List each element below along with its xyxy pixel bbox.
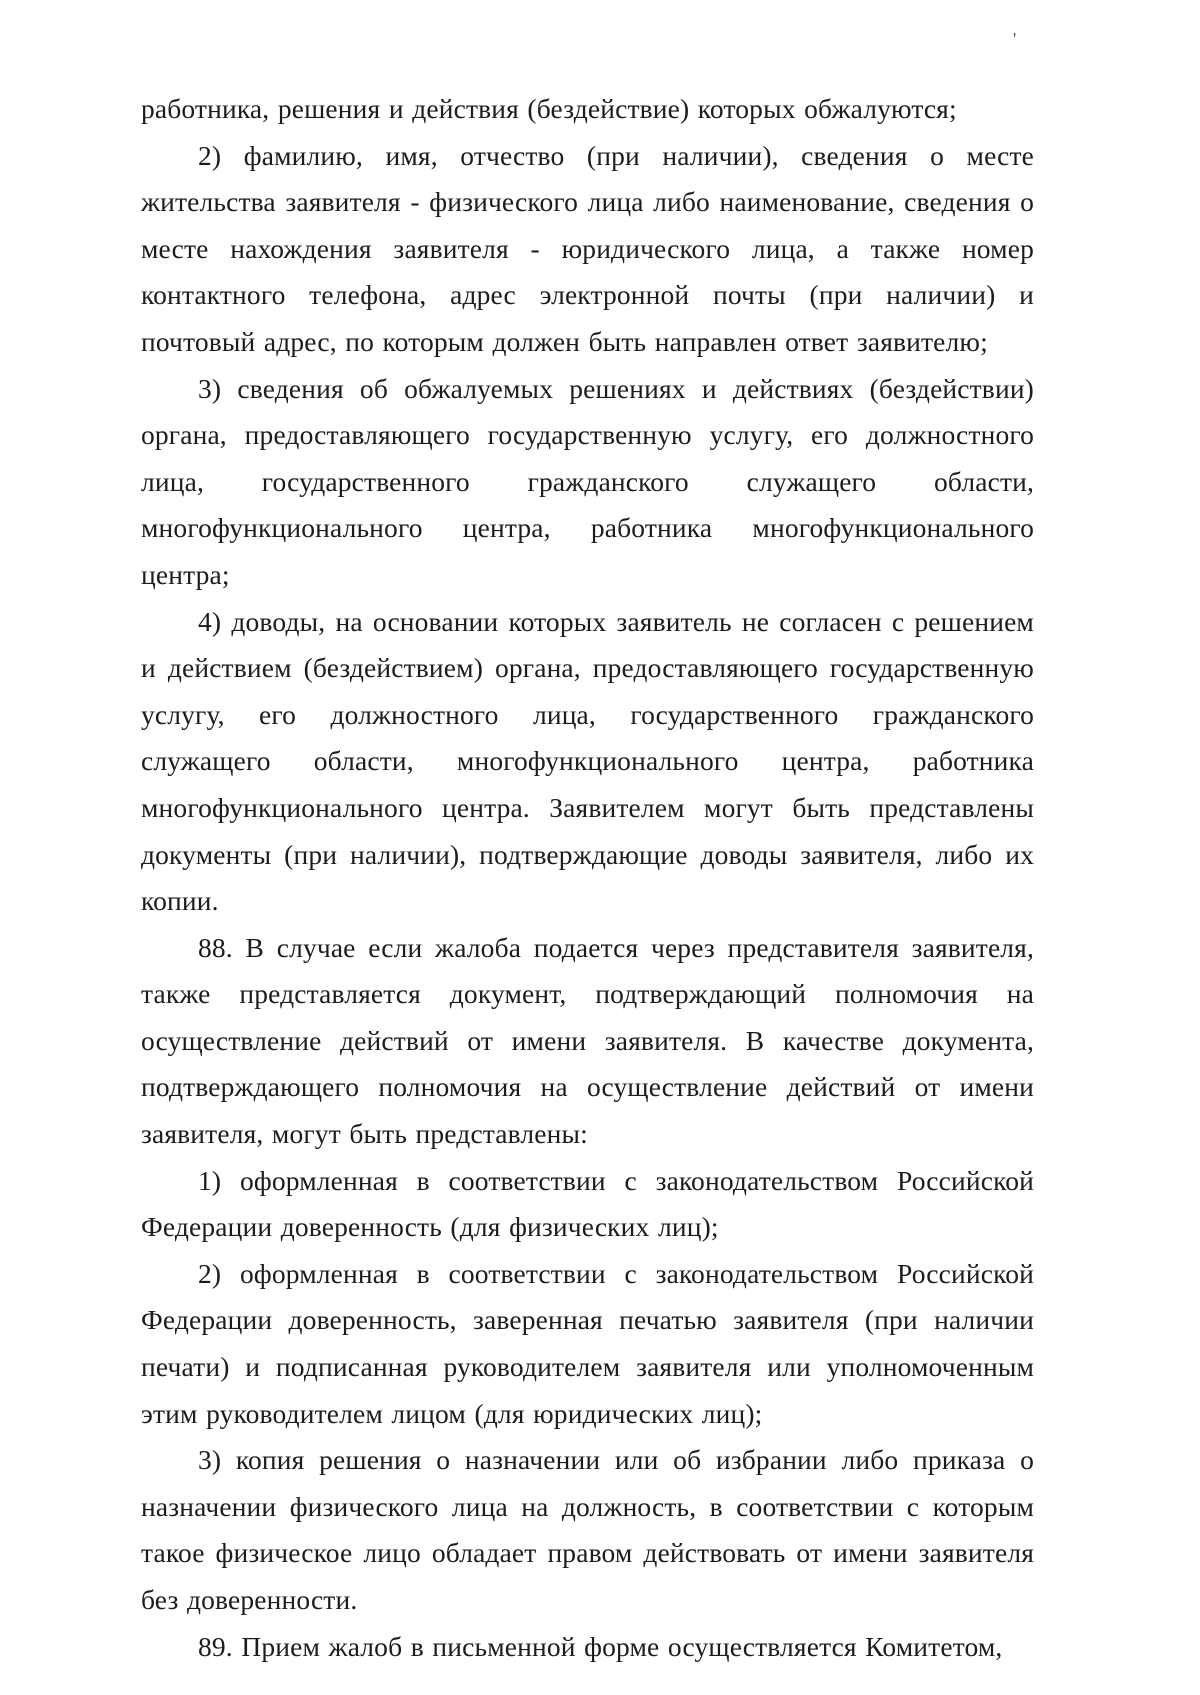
paragraph-item-2: 2) фамилию, имя, отчество (при наличии), сведения о месте жительства заявителя - физического лица либо наименование, сведения о месте нахождения заявителя - юридического лица, а также номер контактного телефона, адрес электронной почты (при наличии) и почтовый адрес, по которым должен быть направлен ответ заявителю; [141, 139, 1034, 357]
paragraph-clause-88: 88. В случае если жалоба подается через представителя заявителя, также представляется документ, подтверждающий полномочия на осуществление действий от имени заявителя. В качестве документа, подтверждающего полномочия на осуществление действий от имени заявителя, могут быть представлены: [141, 931, 1034, 1150]
paragraph-subitem-3: 3) копия решения о назначении или об избрании либо приказа о назначении физического лица на должность, в соответствии с которым такое физическое лицо обладает правом действовать от имени заявителя без доверенности. [141, 1444, 1034, 1615]
text-block [141, 86, 1034, 1670]
paragraph-subitem-1: 1) оформленная в соответствии с законодательством Российской Федерации доверенность (для физических лиц); [141, 1164, 1034, 1243]
paragraph-item-4: 4) доводы, на основании которых заявитель не согласен с решением и действием (бездействием) органа, предоставляющего государственную услугу, его должностного лица, государственного гражданского служащего области, многофункционального центра, работника многофункционального центра. Заявителем могут быть представлены документы (при наличии), подтверждающие доводы заявителя, либо их копии. [141, 605, 1034, 917]
paragraph-continuation: работника, решения и действия (бездействие) которых обжалуются; [141, 93, 957, 124]
paragraph-subitem-2: 2) оформленная в соответствии с законодательством Российской Федерации доверенность, заверенная печатью заявителя (при наличии печати) и подписанная руководителем заявителя или уполномоченным этим руководителем лицом (для юридических лиц); [141, 1257, 1034, 1429]
paragraph-item-3: 3) сведения об обжалуемых решениях и действиях (бездействии) органа, предоставляющего государственную услугу, его должностного лица, государственного гражданского служащего области, многофункционального центра, работника многофункционального центра; [141, 372, 1034, 590]
scan-artifact-mark: ' [1013, 29, 1017, 49]
paragraph-clause-89: 89. Прием жалоб в письменной форме осуществляется Комитетом, [198, 1630, 1003, 1662]
